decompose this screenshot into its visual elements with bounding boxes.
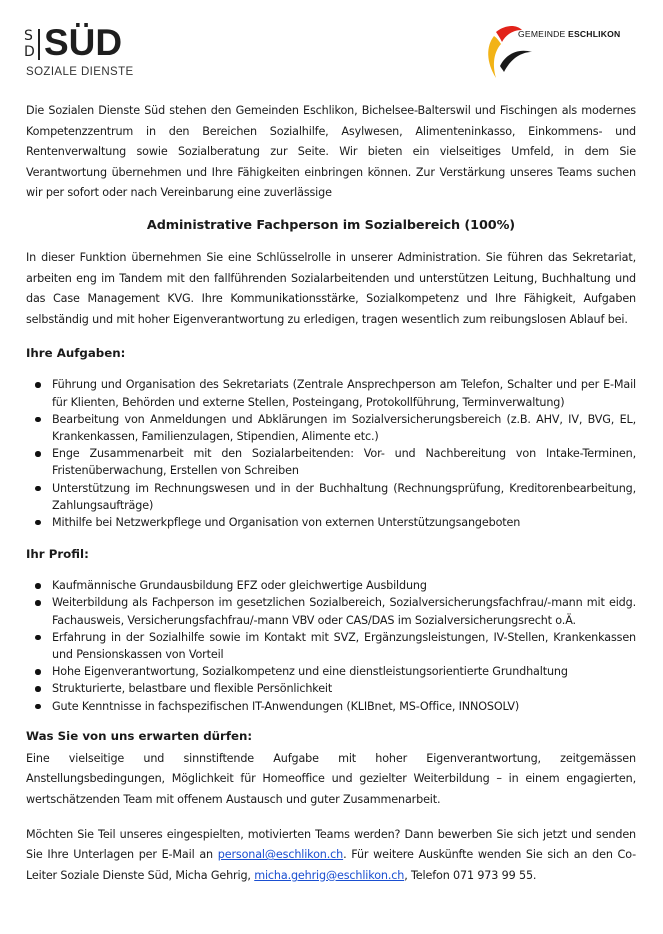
contact-person-email-link[interactable]: micha.gehrig@eschlikon.ch [254,868,405,882]
list-item: Mithilfe bei Netzwerkpflege und Organisation von externen Unterstützungsangeboten [26,514,636,531]
logo-name: ESCHLIKON [568,29,621,39]
intro-paragraph: Die Sozialen Dienste Süd stehen den Gemeinden Eschlikon, Bichelsee-Balterswil und Fischingen als modernes Kompetenzzentrum in den Bereichen Sozialhilfe, Asylwesen, Alimenteninkasso, Einkommens- und Rentenverwaltung sowie Sozialberatung zur Seite. Wir bieten ein vielseitiges Umfeld, in dem Sie Verantwortung übernehmen und Ihre Fähigkeiten einbringen können. Zur Verstärkung unseres Teams suchen wir per sofort oder nach Vereinbarung eine zuverlässige [26,104,636,200]
tasks-heading: Ihre Aufgaben: [26,346,126,361]
personal-email-link[interactable]: personal@eschlikon.ch [217,848,344,862]
list-item: Hohe Eigenverantwortung, Sozialkompetenz und eine dienstleistungsorientierte Grundhaltung [26,663,636,680]
list-item: Führung und Organisation des Sekretariats (Zentrale Ansprechperson am Telefon, Schalter und per E-Mail für Klienten, Behörden und externe Stellen, Posteingang, Protokollführung, Terminverwaltung) [26,376,636,410]
soziale-dienste-sued-logo [24,22,134,82]
logo-divider [38,29,40,60]
list-item: Enge Zusammenarbeit mit den Sozialarbeitenden: Vor- und Nachbereitung von Intake-Terminen, Fristenüberwachung, Erstellen von Schreiben [26,445,636,479]
job-title: Administrative Fachperson im Sozialbereich (100%) [146,217,516,233]
list-item: Kaufmännische Grundausbildung EFZ oder gleichwertige Ausbildung [26,577,636,594]
offer-heading: Was Sie von uns erwarten dürfen: [26,728,253,743]
profile-list [26,577,636,715]
offer-text: Eine vielseitige und sinnstiftende Aufgabe mit hoher Eigenverantwortung, zeitgemässen Anstellungsbedingungen, Möglichkeit für Homeoffice und gezielter Weiterbildung – in einem engagierten, wertschätzenden Team mit offenem Austausch und guter Zusammenarbeit. [26,751,636,806]
logo-brand: SÜD [44,22,123,63]
role-description: In dieser Funktion übernehmen Sie eine Schlüsselrolle in unserer Administration. Sie führen das Sekretariat, arbeiten eng im Tandem mit den fallführenden Sozialarbeitenden und unterstützen Leitung, Buchhaltung und das Case Management KVG. Ihre Kommunikationsstärke, Sozialkompetenz und Ihre Fähigkeit, Aufgaben selbständig und mit hoher Eigenverantwortung zu erledigen, tragen wesentlich zum reibungslosen Ablauf bei. [26,250,636,326]
tasks-list [26,376,636,531]
list-item: Bearbeitung von Anmeldungen und Abklärungen im Sozialversicherungsbereich (z.B. AHV, IV, BVG, EL, Krankenkassen, Familienzulagen, Stipendien, Alimente etc.) [26,411,636,445]
list-item: Weiterbildung als Fachperson im gesetzlichen Sozialbereich, Sozialversicherungsfachfrau/-mann mit eidg. Fachausweis, Versicherungsfachfrau/-mann VBV oder CAS/DAS im Sozialversicherungsrecht o.Ä. [26,594,636,628]
contact-paragraph [26,825,636,887]
logo-d-letter: D [24,44,35,60]
logo-subtitle: SOZIALE DIENSTE [26,66,134,78]
gemeinde-eschlikon-logo [482,20,632,86]
logo-s-letter: S [24,28,33,44]
profile-heading: Ihr Profil: [26,547,89,562]
contact-text-1: Möchten Sie Teil unseres eingespielten, motivierten Teams werden? Dann bewerben Sie sich jetzt und senden Sie Ihre Unterlagen per E-Mail an [26,827,636,862]
job-posting [26,101,636,886]
list-item: Gute Kenntnisse in fachspezifischen IT-Anwendungen (KLIBnet, MS-Office, INNOSOLV) [26,698,636,715]
logo-municipality-name [518,29,620,39]
list-item: Unterstützung im Rechnungswesen und in der Buchhaltung (Rechnungsprüfung, Kreditorenbearbeitung, Zahlungsaufträge) [26,480,636,514]
list-item: Strukturierte, belastbare und flexible Persönlichkeit [26,680,636,697]
logo-prefix: GEMEINDE [518,29,569,39]
contact-text-2: . Für weitere Auskünfte wenden Sie sich an den Co-Leiter Soziale Dienste Süd, Micha Gehrig, [26,848,636,882]
contact-text-3: , Telefon 071 973 99 55. [404,868,537,882]
list-item: Erfahrung in der Sozialhilfe sowie im Kontakt mit SVZ, Ergänzungsleistungen, IV-Stellen, Krankenkassen und Pensionskassen von Vorteil [26,629,636,663]
